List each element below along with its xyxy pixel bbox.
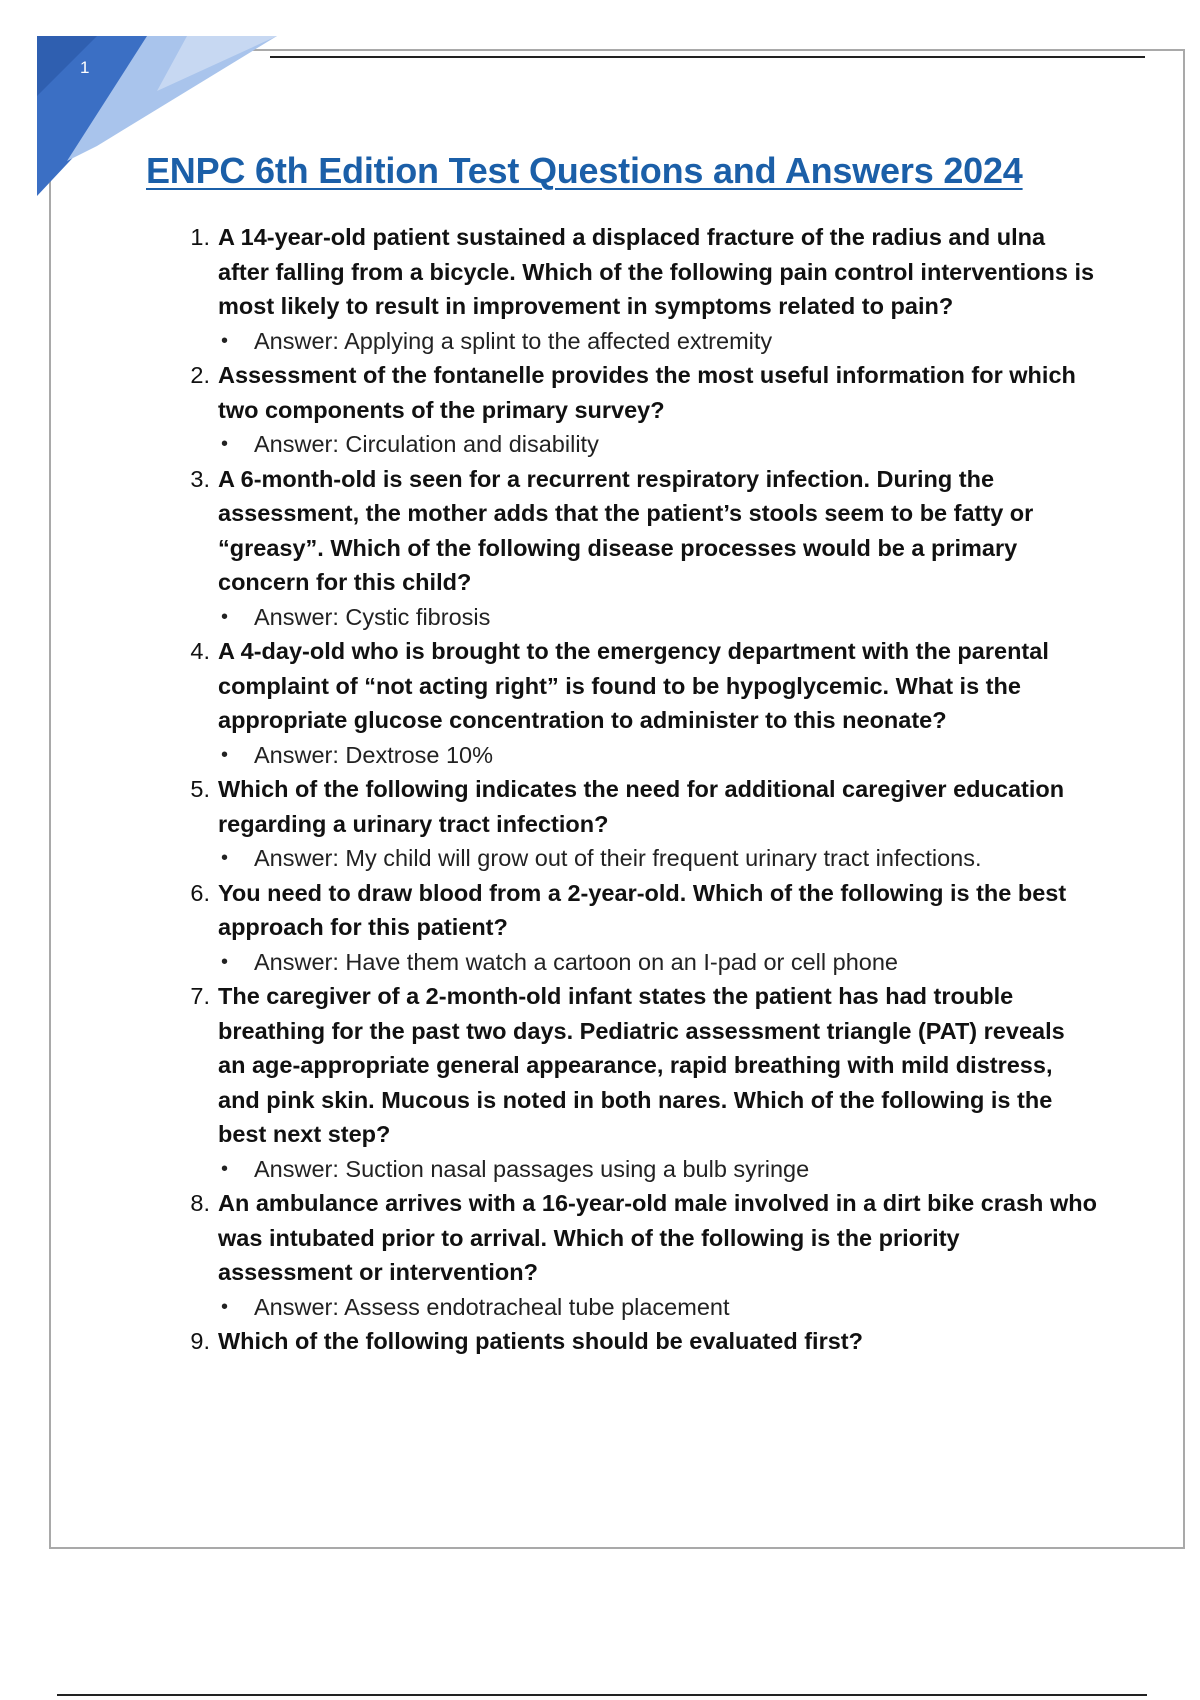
question-text: Which of the following patients should be evaluated first?: [218, 1328, 863, 1354]
answer-text: Answer: Applying a splint to the affected extremity: [254, 327, 773, 354]
question-number: 3.: [190, 465, 210, 492]
question-item: [190, 876, 1098, 945]
question-item: [190, 462, 1098, 600]
question-text: Which of the following indicates the need for additional caregiver education regarding a urinary tract infection?: [218, 776, 1065, 837]
answer-item: [221, 738, 1154, 773]
question-number: 2.: [190, 362, 210, 388]
question-text: You need to draw blood from a 2-year-old. Which of the following is the best approach for this patient?: [218, 879, 1067, 940]
bullet-icon: •: [221, 1157, 229, 1180]
answer-text: Answer: Dextrose 10%: [254, 741, 494, 768]
bullet-icon: •: [221, 743, 229, 766]
question-number: 8.: [190, 1190, 210, 1216]
answer-text: Answer: Have them watch a cartoon on an I-pad or cell phone: [254, 948, 899, 975]
question-list: [0, 220, 1200, 1359]
footer-rule: [57, 1694, 1147, 1696]
question-text: A 4-day-old who is brought to the emergency department with the parental complaint of “not acting right” is found to be hypoglycemic. What is the appropriate glucose concentration to administer to this neonate?: [218, 638, 1049, 733]
answer-item: [221, 600, 1154, 635]
question-item: [190, 1186, 1098, 1290]
question-item: [190, 979, 1098, 1152]
answer-text: Answer: Cystic fibrosis: [254, 603, 491, 630]
question-item: [190, 1324, 1098, 1359]
question-item: [190, 772, 1098, 841]
page-number: 1: [80, 58, 90, 77]
question-item: [190, 634, 1098, 738]
answer-item: [221, 1152, 1154, 1187]
bullet-icon: •: [221, 329, 229, 352]
answer-text: Answer: Assess endotracheal tube placement: [254, 1293, 730, 1320]
question-text: Assessment of the fontanelle provides the most useful information for which two components of the primary survey?: [218, 362, 1076, 423]
question-text: An ambulance arrives with a 16-year-old male involved in a dirt bike crash who was intubated prior to arrival. Which of the following is the priority assessment or intervention?: [218, 1190, 1097, 1285]
question-text: A 6-month-old is seen for a recurrent respiratory infection. During the assessment, the mother adds that the patient’s stools seem to be fatty or “greasy”. Which of the following disease processes would be a primary concern for this child?: [218, 465, 1034, 595]
question-item: [190, 220, 1098, 324]
bullet-icon: •: [221, 847, 229, 869]
answer-text: Answer: Circulation and disability: [254, 431, 599, 457]
answer-item: [221, 945, 1154, 980]
answer-item: [221, 1290, 1154, 1325]
bullet-icon: •: [221, 950, 229, 973]
answer-item: [221, 427, 1154, 462]
question-number: 1.: [190, 224, 210, 250]
question-number: 5.: [190, 776, 210, 802]
question-number: 6.: [190, 879, 210, 906]
bullet-icon: •: [221, 605, 229, 628]
question-text: The caregiver of a 2-month-old infant states the patient has had trouble breathing for the past two days. Pediatric assessment triangle (PAT) reveals an age-appropriate general appearance, rapid breathing with mild distress, and pink skin. Mucous is noted in both nares. Which of the following is the best next step?: [218, 983, 1065, 1147]
question-text: A 14-year-old patient sustained a displaced fracture of the radius and ulna after falling from a bicycle. Which of the following pain control interventions is most likely to result in improvement in symptoms related to pain?: [218, 224, 1095, 319]
answer-text: Answer: Suction nasal passages using a bulb syringe: [254, 1155, 810, 1182]
question-number: 4.: [190, 638, 210, 664]
answer-text: Answer: My child will grow out of their frequent urinary tract infections.: [254, 845, 982, 871]
question-number: 7.: [190, 983, 210, 1009]
answer-item: [221, 841, 1154, 876]
document-title: ENPC 6th Edition Test Questions and Answers 2024: [146, 150, 1023, 191]
bullet-icon: •: [221, 1295, 229, 1318]
bullet-icon: •: [221, 433, 229, 455]
answer-item: [221, 324, 1154, 359]
question-number: 9.: [190, 1328, 210, 1354]
header-rule: [270, 56, 1145, 58]
question-item: [190, 358, 1098, 427]
